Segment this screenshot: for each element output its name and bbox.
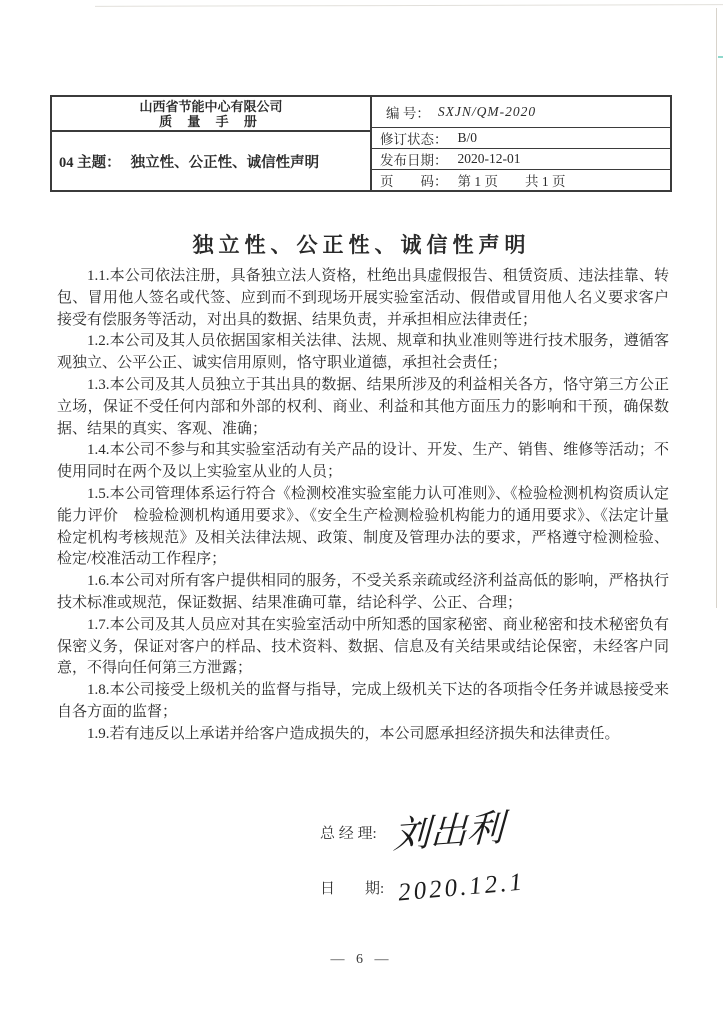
manual-title: 质 量 手 册: [159, 113, 263, 129]
page-footer-number: — 6 —: [330, 952, 393, 967]
paragraph-1-9: 1.9.若有违反以上承诺并给客户造成损失的，本公司愿承担经济损失和法律责任。: [87, 725, 620, 742]
paragraph-1-7: 1.7.本公司及其人员应对其在实验室活动中所知悉的国家秘密、商业秘密和技术秘密负有保密义务，保证对客户的样品、技术资料、数据、信息及有关结果或结论保密，未经客户同意，不得向任何第三方泄露；: [57, 616, 669, 677]
paragraph-1-4: 1.4.本公司不参与和其实验室活动有关产品的设计、开发、生产、销售、维修等活动；不使用同时在两个及以上实验室从业的人员；: [57, 442, 669, 481]
manager-signature-row: [320, 806, 650, 858]
page-number-row: [372, 170, 670, 190]
handwritten-date: 2020.12.1: [397, 868, 527, 906]
revision-status-row: [372, 128, 670, 149]
company-name: 山西省节能中心有限公司: [139, 98, 283, 114]
page-value: 第 1 页 共 1 页: [457, 174, 566, 189]
paragraph-1-1: 1.1.本公司依法注册，具备独立法人资格，杜绝出具虚假报告、租赁资质、违法挂靠、转包、冒用他人签名或代签、应到而不到现场开展实验室活动、假借或冒用他人名义要求客户接受有偿服务等活动，对出具的数据、结果负责，并承担相应法律责任；: [57, 268, 669, 328]
paragraph-1-3: 1.3.本公司及其人员独立于其出具的数据、结果所涉及的利益相关各方，恪守第三方公正立场，保证不受任何内部和外部的权利、商业、利益和其他方面压力的影响和干预，确保数据、结果的真实、客观、准确；: [57, 376, 669, 437]
paragraph-1-8: 1.8.本公司接受上级机关的监督与指导，完成上级机关下达的各项指令任务并诚恳接受来自各方面的监督；: [57, 682, 669, 720]
page-label: 页 码：: [380, 174, 448, 189]
signature-block: [320, 806, 650, 910]
company-title-cell: [52, 97, 370, 132]
issue-date-label: 发布日期：: [380, 153, 448, 168]
date-signature-row: [320, 864, 650, 910]
paragraph-1-2: 1.2.本公司及其人员依据国家相关法律、法规、规章和执业准则等进行技术服务，遵循客观独立、公平公正、诚实信用原则，恪守职业道德，承担社会责任；: [57, 333, 669, 372]
header-table-right-column: [372, 97, 670, 190]
issue-date-row: [372, 149, 670, 170]
manager-handwritten-signature: 刘出利: [392, 807, 505, 857]
scan-artifact-top-line: [95, 4, 723, 7]
subject-label: 04 主题：: [59, 154, 121, 171]
doc-code-value: SXJN/QM-2020: [437, 104, 537, 119]
revision-label: 修订状态：: [380, 132, 448, 147]
date-label: 日 期:: [320, 880, 385, 897]
header-table-left-column: [52, 97, 372, 190]
paragraph-1-5: 1.5.本公司管理体系运行符合《检测校准实验室能力认可准则》、《检验检测机构资质认定能力评价 检验检测机构通用要求》、《安全生产检测检验机构能力的通用要求》、《法定计量检定机构考核规范》及相关法律法规、政策、制度及管理办法的要求，严格遵守检测检验、检定/校准活动工作程序；: [57, 485, 669, 568]
scan-artifact-right-line: [716, 8, 717, 608]
doc-code-label: 编 号：: [386, 106, 430, 121]
issue-date-value: 2020-12-01: [457, 151, 521, 166]
paragraph-1-6: 1.6.本公司对所有客户提供相同的服务，不受关系亲疏或经济利益高低的影响，严格执行技术标准或规范，保证数据、结果准确可靠，结论科学、公正、合理；: [57, 573, 669, 611]
doc-code-cell: [372, 97, 670, 128]
revision-value: B/0: [457, 130, 478, 145]
subject-cell: [52, 132, 370, 190]
header-table: [50, 95, 672, 192]
document-body: [57, 266, 669, 746]
subject-text: 独立性、公正性、诚信性声明: [130, 154, 320, 171]
manager-label: 总 经 理:: [320, 825, 377, 842]
scan-artifact-teal-mark: [718, 56, 723, 58]
document-title: 独立性、公正性、诚信性声明: [192, 233, 531, 257]
